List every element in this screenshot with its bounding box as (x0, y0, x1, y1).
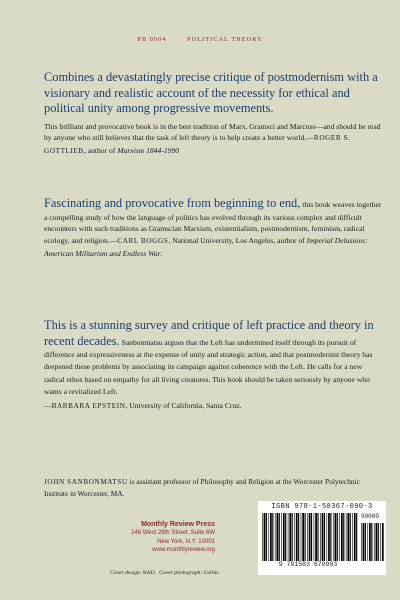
category-label: POLITICAL THEORY (187, 36, 263, 43)
barcode-bars-icon (262, 513, 358, 561)
attribution-work: Imperial Delusions: American Militarism and Endless War (44, 236, 368, 258)
author-bio-text: is assistant professor of Philosophy and Religion at the Worcester Polytechnic Institute in Worcester, MA. (44, 477, 360, 498)
blurb-body-text: this book weaves together a compelling study of how the language of politics has evolved through its various complex and difficult encounters with such traditions as Gramscian Marxism, existentialism, postmodernism, feminism, radical ecology, and religion. (44, 200, 382, 246)
cover-credits (110, 570, 250, 576)
barcode-number: 9 781583 670903 (278, 561, 338, 568)
catalog-code: PB 0904 (137, 36, 167, 43)
attribution-end: . (160, 248, 163, 258)
barcode-addon-bars-icon (361, 523, 384, 561)
attribution-affiliation: , author of (83, 145, 118, 155)
author-bio (44, 476, 374, 499)
blurb-boggs (44, 196, 384, 260)
attribution-affiliation: , National University, Los Angeles, author of (168, 236, 307, 246)
attribution-dash: — (109, 236, 118, 246)
blurb-body-text: This brilliant and provocative book is in the best tradition of Marx, Gramsci and Marcuse—and should be read by anyone who still believes that the task of left theory is to help create a better world. (44, 121, 381, 143)
cover-photo-value: Corbis (203, 570, 219, 576)
publisher-name: Monthly Review Press (141, 521, 215, 528)
isbn-label: ISBN 978-1-58367-090-3 (271, 503, 373, 511)
attribution-dash: — (306, 133, 314, 143)
header (0, 36, 400, 43)
publisher-address-1: 146 West 29th Street, Suite 6W (131, 530, 215, 537)
price-code: 90000 (360, 513, 379, 520)
attribution-name: ROGER S. GOTTLIEB (44, 134, 351, 155)
publisher-address-2: New York, N.Y. 10001 (157, 538, 215, 545)
blurb-body (44, 121, 384, 158)
author-name: JOHN SANBONMATSU (44, 478, 128, 486)
blurb-epstein (44, 318, 384, 412)
blurb-body-text: Sanbonmatsu argues that the Left has undermined itself through its pursuit of difference and expressiveness at the expense of unity and strategic action, and that postmodernist theory has deepened these problems by associating its campaign against coherence with the Left. He calls for a new radical ethos based on empathy for all living creatures. This book should be taken seriously by anyone who wants a revitalized Left. (44, 337, 373, 397)
cover-photo-label: Cover photograph: (159, 570, 203, 576)
blurb-paragraph (44, 196, 384, 260)
cover-design-label: Cover design: (110, 570, 142, 576)
attribution-work: Marxism 1844-1990 (117, 145, 180, 155)
blurb-attribution (44, 400, 384, 413)
attribution-name: BARBARA EPSTEIN (51, 401, 126, 410)
publisher-website: www.monthlyreview.org (152, 547, 215, 554)
cover-design-value: BAD (142, 570, 155, 576)
barcode-box (258, 501, 386, 575)
attribution-affiliation: , University of California, Santa Cruz. (125, 400, 242, 410)
blurb-lead: This is a stunning survey and critique of left practice and theory in recent decades. (44, 318, 374, 348)
attribution-name: CARL BOGGS (117, 237, 169, 246)
blurb-lead: Combines a devastatingly precise critique of postmodernism with a visionary and realistic account of the necessity for ethical and political unity among progressive movements. (44, 70, 378, 115)
blurb-gottlieb (44, 70, 384, 157)
attribution-dash: — (44, 400, 52, 410)
blurb-lead: Fascinating and provocative from beginning to end, (44, 196, 301, 210)
blurb-paragraph (44, 318, 384, 399)
publisher-block (95, 521, 215, 555)
